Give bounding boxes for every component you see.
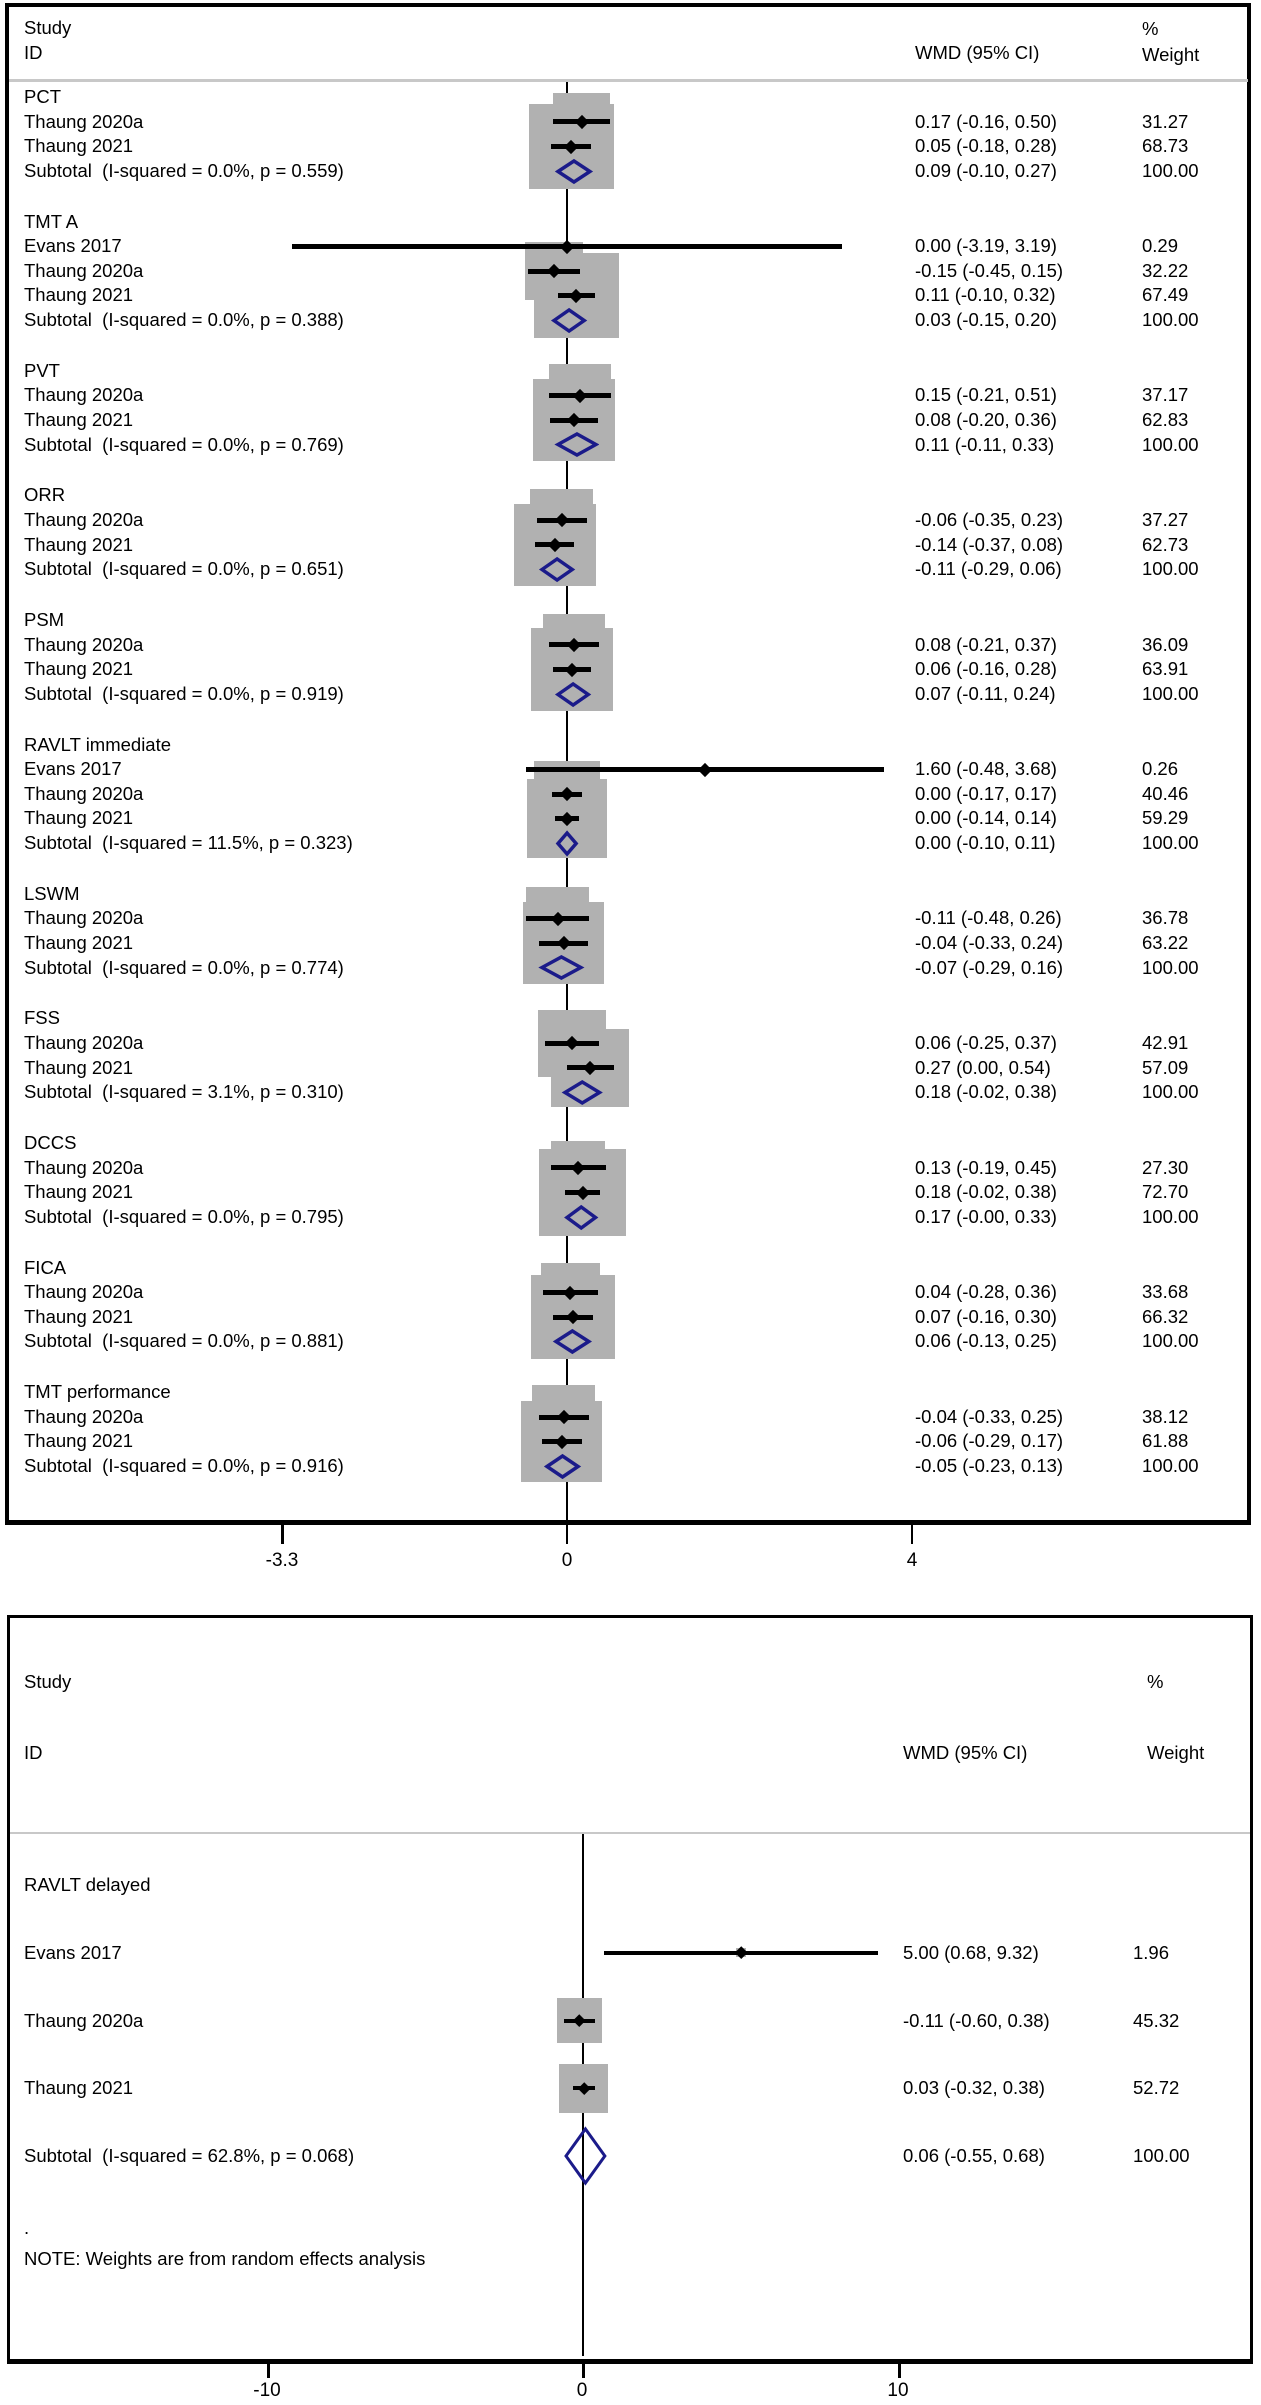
- column-header-id: ID: [24, 1742, 43, 1763]
- study-row-label: Evans 2017: [24, 235, 122, 257]
- study-row-label: Thaung 2021: [24, 533, 134, 555]
- weight-value: 52.72: [1133, 2077, 1180, 2099]
- study-row-label: Thaung 2020a: [24, 110, 144, 132]
- weight-value: 100.00: [1142, 309, 1199, 330]
- subtotal-label: Subtotal (I-squared = 3.1%, p = 0.310): [24, 1081, 344, 1103]
- wmd-value: 0.18 (-0.02, 0.38): [915, 1081, 1057, 1103]
- subtotal-diamond: [561, 1078, 604, 1107]
- wmd-value: 0.00 (-0.14, 0.14): [915, 807, 1057, 829]
- axis-tick-label: 0: [561, 1550, 573, 1571]
- weight-value: 40.46: [1142, 782, 1189, 804]
- group-label: FICA: [24, 1256, 67, 1278]
- study-row-label: Thaung 2021: [24, 135, 134, 157]
- subtotal-diamond: [554, 430, 600, 459]
- weight-value: 59.29: [1142, 807, 1189, 829]
- weight-value: 72.70: [1142, 1181, 1189, 1203]
- weight-value: 100.00: [1142, 682, 1199, 704]
- column-header-wmd-ci: WMD (95% CI): [915, 42, 1040, 63]
- wmd-value: 0.06 (-0.16, 0.28): [915, 658, 1057, 680]
- wmd-value: 0.05 (-0.18, 0.28): [915, 135, 1057, 157]
- axis-tick-label: 0: [576, 2380, 588, 2401]
- weight-value: 33.68: [1142, 1281, 1189, 1303]
- column-header-weight: Weight: [1147, 1742, 1205, 1763]
- wmd-value: 0.27 (0.00, 0.54): [915, 1056, 1051, 1078]
- study-row-label: Thaung 2020a: [24, 1281, 144, 1303]
- weight-value: 37.27: [1142, 509, 1189, 530]
- weight-value: 37.17: [1142, 384, 1189, 406]
- axis-tick-main-zero: [566, 1525, 569, 1544]
- point-marker: [698, 762, 712, 776]
- subtotal-label: Subtotal (I-squared = 62.8%, p = 0.068): [24, 2145, 355, 2167]
- study-row-label: Thaung 2021: [24, 409, 134, 430]
- weight-value: 0.26: [1142, 758, 1179, 780]
- group-label: TMT A: [24, 210, 79, 232]
- study-row-label: Thaung 2021: [24, 2077, 134, 2099]
- wmd-value: 0.15 (-0.21, 0.51): [915, 384, 1057, 406]
- wmd-value: 0.06 (-0.25, 0.37): [915, 1032, 1057, 1053]
- weight-value: 100.00: [1142, 1081, 1199, 1103]
- axis-tick-delayed-zero: [582, 2360, 585, 2378]
- study-row-label: Thaung 2021: [24, 1430, 134, 1452]
- weight-value: 67.49: [1142, 284, 1189, 306]
- study-row-label: Thaung 2020a: [24, 633, 144, 655]
- axis-tick-label: -3.3: [265, 1550, 299, 1571]
- wmd-value: 1.60 (-0.48, 3.68): [915, 758, 1057, 780]
- group-label: FSS: [24, 1007, 60, 1029]
- weight-value: 1.96: [1133, 1941, 1170, 1963]
- group-label: PSM: [24, 609, 65, 630]
- study-row-label: Thaung 2020a: [24, 1156, 144, 1178]
- study-row-label: Thaung 2020a: [24, 509, 144, 530]
- column-header-percent: %: [1142, 18, 1159, 39]
- wmd-value: 0.00 (-0.10, 0.11): [915, 832, 1056, 853]
- weight-value: 27.30: [1142, 1156, 1189, 1178]
- subtotal-diamond: [552, 1327, 593, 1356]
- subtotal-diamond: [550, 306, 588, 335]
- wmd-value: -0.11 (-0.60, 0.38): [903, 2009, 1050, 2031]
- column-header-percent: %: [1147, 1671, 1164, 1692]
- axis-tick-label: 10: [887, 2380, 909, 2401]
- axis-tick-main-pos: [911, 1525, 914, 1544]
- study-row-label: Thaung 2020a: [24, 2009, 144, 2031]
- note-period: .: [24, 2217, 30, 2238]
- wmd-value: -0.14 (-0.37, 0.08): [915, 533, 1064, 555]
- weight-value: 100.00: [1142, 1455, 1199, 1476]
- weight-value: 100.00: [1142, 956, 1199, 978]
- group-label: TMT performance: [24, 1381, 171, 1403]
- wmd-value: 0.08 (-0.20, 0.36): [915, 409, 1057, 430]
- weight-value: 100.00: [1142, 832, 1199, 853]
- column-header-study: Study: [24, 1671, 72, 1692]
- study-row-label: Evans 2017: [24, 1941, 122, 1963]
- study-row-label: Thaung 2021: [24, 807, 134, 829]
- axis-tick-label: 4: [906, 1550, 918, 1571]
- group-label: ORR: [24, 484, 66, 506]
- group-label: PVT: [24, 359, 60, 381]
- subtotal-label: Subtotal (I-squared = 0.0%, p = 0.769): [24, 433, 344, 455]
- weight-value: 42.91: [1142, 1032, 1189, 1053]
- subtotal-label: Subtotal (I-squared = 0.0%, p = 0.388): [24, 309, 344, 330]
- axis-tick-delayed-pos: [898, 2360, 901, 2378]
- subtotal-diamond: [538, 953, 585, 982]
- column-header-wmd-ci: WMD (95% CI): [903, 1742, 1028, 1763]
- weight-value: 100.00: [1142, 159, 1199, 181]
- subtotal-label: Subtotal (I-squared = 11.5%, p = 0.323): [24, 832, 353, 853]
- weight-value: 62.73: [1142, 533, 1189, 555]
- wmd-value: -0.07 (-0.29, 0.16): [915, 956, 1064, 978]
- study-row-label: Thaung 2020a: [24, 384, 144, 406]
- wmd-value: 0.08 (-0.21, 0.37): [915, 633, 1057, 655]
- subtotal-label: Subtotal (I-squared = 0.0%, p = 0.916): [24, 1455, 344, 1476]
- note-random-effects: NOTE: Weights are from random effects analysis: [24, 2248, 426, 2269]
- subtotal-label: Subtotal (I-squared = 0.0%, p = 0.774): [24, 956, 344, 978]
- axis-tick-delayed-neg: [267, 2360, 270, 2378]
- subtotal-diamond: [563, 1203, 599, 1232]
- wmd-value: -0.06 (-0.35, 0.23): [915, 509, 1064, 530]
- study-row-label: Thaung 2021: [24, 1056, 134, 1078]
- study-row-label: Thaung 2020a: [24, 259, 144, 281]
- subtotal-diamond: [538, 555, 576, 584]
- wmd-value: 0.03 (-0.15, 0.20): [915, 309, 1057, 330]
- group-label: RAVLT delayed: [24, 1874, 151, 1895]
- subtotal-label: Subtotal (I-squared = 0.0%, p = 0.651): [24, 558, 344, 580]
- column-header-id: ID: [24, 42, 43, 63]
- weight-value: 100.00: [1133, 2145, 1190, 2167]
- wmd-value: 0.06 (-0.55, 0.68): [903, 2145, 1045, 2167]
- weight-value: 100.00: [1142, 1330, 1199, 1352]
- weight-value: 66.32: [1142, 1305, 1189, 1327]
- weight-value: 32.22: [1142, 259, 1189, 281]
- weight-value: 36.78: [1142, 907, 1189, 929]
- study-row-label: Thaung 2021: [24, 658, 134, 680]
- subtotal-diamond: [554, 829, 580, 858]
- wmd-value: 0.13 (-0.19, 0.45): [915, 1156, 1057, 1178]
- subtotal-label: Subtotal (I-squared = 0.0%, p = 0.881): [24, 1330, 344, 1352]
- weight-value: 45.32: [1133, 2009, 1180, 2031]
- weight-value: 57.09: [1142, 1056, 1189, 1078]
- wmd-value: 0.11 (-0.11, 0.33): [915, 433, 1055, 455]
- wmd-value: 0.17 (-0.00, 0.33): [915, 1205, 1057, 1227]
- wmd-value: 0.07 (-0.11, 0.24): [915, 682, 1056, 704]
- subtotal-diamond: [554, 680, 592, 709]
- weight-value: 68.73: [1142, 135, 1189, 157]
- weight-value: 38.12: [1142, 1405, 1189, 1427]
- group-label: LSWM: [24, 882, 80, 904]
- weight-value: 61.88: [1142, 1430, 1189, 1452]
- group-label: RAVLT immediate: [24, 733, 172, 755]
- weight-value: 100.00: [1142, 433, 1199, 455]
- weight-value: 63.22: [1142, 932, 1189, 953]
- study-row-label: Thaung 2021: [24, 1305, 134, 1327]
- wmd-value: -0.11 (-0.29, 0.06): [915, 558, 1062, 580]
- weight-value: 100.00: [1142, 1205, 1199, 1227]
- wmd-value: -0.04 (-0.33, 0.25): [915, 1405, 1064, 1427]
- subtotal-diamond: [543, 1452, 582, 1481]
- weight-value: 62.83: [1142, 409, 1189, 430]
- wmd-value: 0.17 (-0.16, 0.50): [915, 110, 1057, 132]
- wmd-value: -0.06 (-0.29, 0.17): [915, 1430, 1064, 1452]
- wmd-value: 0.09 (-0.10, 0.27): [915, 159, 1057, 181]
- wmd-value: 0.03 (-0.32, 0.38): [903, 2077, 1045, 2099]
- axis-tick-label: -10: [253, 2380, 281, 2401]
- weight-value: 63.91: [1142, 658, 1189, 680]
- wmd-value: -0.04 (-0.33, 0.24): [915, 932, 1064, 953]
- subtotal-label: Subtotal (I-squared = 0.0%, p = 0.795): [24, 1205, 344, 1227]
- column-header-study: Study: [24, 17, 72, 38]
- subtotal-label: Subtotal (I-squared = 0.0%, p = 0.559): [24, 159, 344, 181]
- wmd-value: 0.00 (-3.19, 3.19): [915, 235, 1057, 257]
- group-label: PCT: [24, 86, 61, 107]
- study-row-label: Thaung 2020a: [24, 1032, 144, 1053]
- wmd-value: -0.15 (-0.45, 0.15): [915, 259, 1064, 281]
- wmd-value: 0.04 (-0.28, 0.36): [915, 1281, 1057, 1303]
- weight-value: 0.29: [1142, 235, 1179, 257]
- study-row-label: Evans 2017: [24, 758, 122, 780]
- weight-value: 36.09: [1142, 633, 1189, 655]
- study-row-label: Thaung 2021: [24, 1181, 134, 1203]
- group-label: DCCS: [24, 1132, 77, 1153]
- study-row-label: Thaung 2021: [24, 284, 134, 306]
- subtotal-diamond: [562, 2125, 609, 2187]
- wmd-value: 0.06 (-0.13, 0.25): [915, 1330, 1057, 1352]
- column-header-weight: Weight: [1142, 44, 1200, 65]
- study-row-label: Thaung 2020a: [24, 782, 144, 804]
- study-row-label: Thaung 2020a: [24, 907, 144, 929]
- wmd-value: 0.00 (-0.17, 0.17): [915, 782, 1057, 804]
- wmd-value: 0.07 (-0.16, 0.30): [915, 1305, 1057, 1327]
- study-row-label: Thaung 2021: [24, 932, 134, 953]
- wmd-value: 0.18 (-0.02, 0.38): [915, 1181, 1057, 1203]
- subtotal-label: Subtotal (I-squared = 0.0%, p = 0.919): [24, 682, 344, 704]
- weight-value: 100.00: [1142, 558, 1199, 580]
- wmd-value: 5.00 (0.68, 9.32): [903, 1941, 1039, 1963]
- wmd-value: -0.05 (-0.23, 0.13): [915, 1455, 1064, 1476]
- study-row-label: Thaung 2020a: [24, 1405, 144, 1427]
- wmd-value: 0.11 (-0.10, 0.32): [915, 284, 1056, 306]
- wmd-value: -0.11 (-0.48, 0.26): [915, 907, 1062, 929]
- axis-tick-main-neg: [281, 1525, 284, 1544]
- subtotal-diamond: [554, 157, 594, 186]
- weight-value: 31.27: [1142, 110, 1189, 132]
